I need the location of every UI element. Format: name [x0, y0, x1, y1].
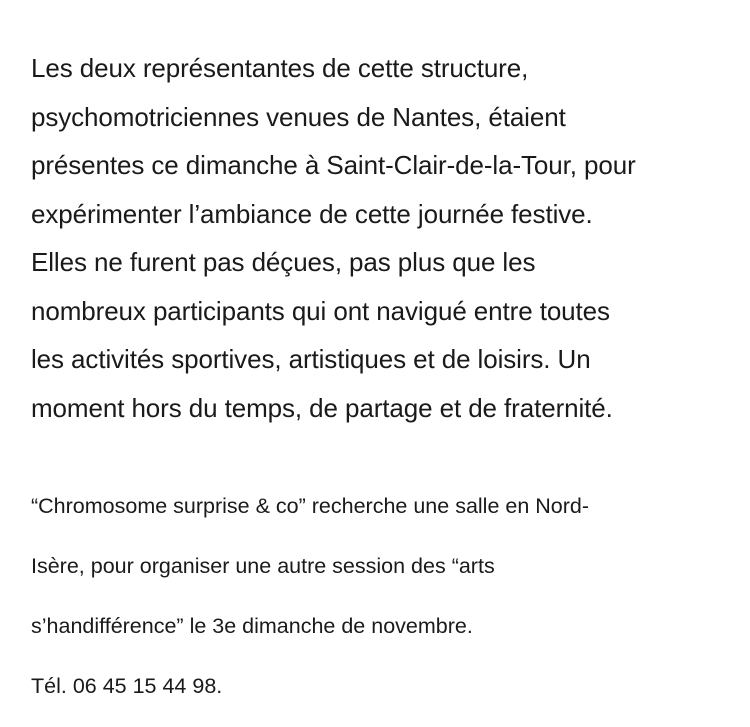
notice-block [31, 476, 731, 716]
paragraph-line: moment hors du temps, de partage et de fraternité. [31, 392, 613, 423]
paragraph-line: les activités sportives, artistiques et de loisirs. Un [31, 344, 591, 374]
paragraph-line: nombreux participants qui ont navigué entre toutes [31, 295, 610, 326]
paragraph-line: Elles ne furent pas déçues, pas plus que les [31, 247, 536, 277]
main-paragraph [31, 44, 731, 432]
notice-line: “Chromosome surprise & co” recherche une salle en Nord- [31, 494, 590, 518]
notice-line: Isère, pour organiser une autre session des “arts [31, 554, 495, 578]
paragraph-line: présentes ce dimanche à Saint-Clair-de-la-Tour, pour [31, 150, 636, 180]
paragraph-line: psychomotriciennes venues de Nantes, étaient [31, 101, 566, 132]
notice-paragraph [31, 476, 731, 656]
notice-line: s’handifférence” le 3e dimanche de novembre. [31, 614, 473, 638]
paragraph-line: expérimenter l’ambiance de cette journée festive. [31, 198, 593, 229]
contact-phone: Tél. 06 45 15 44 98. [31, 674, 223, 698]
article-body [31, 44, 731, 432]
paragraph-line: Les deux représentantes de cette structure, [31, 53, 529, 83]
